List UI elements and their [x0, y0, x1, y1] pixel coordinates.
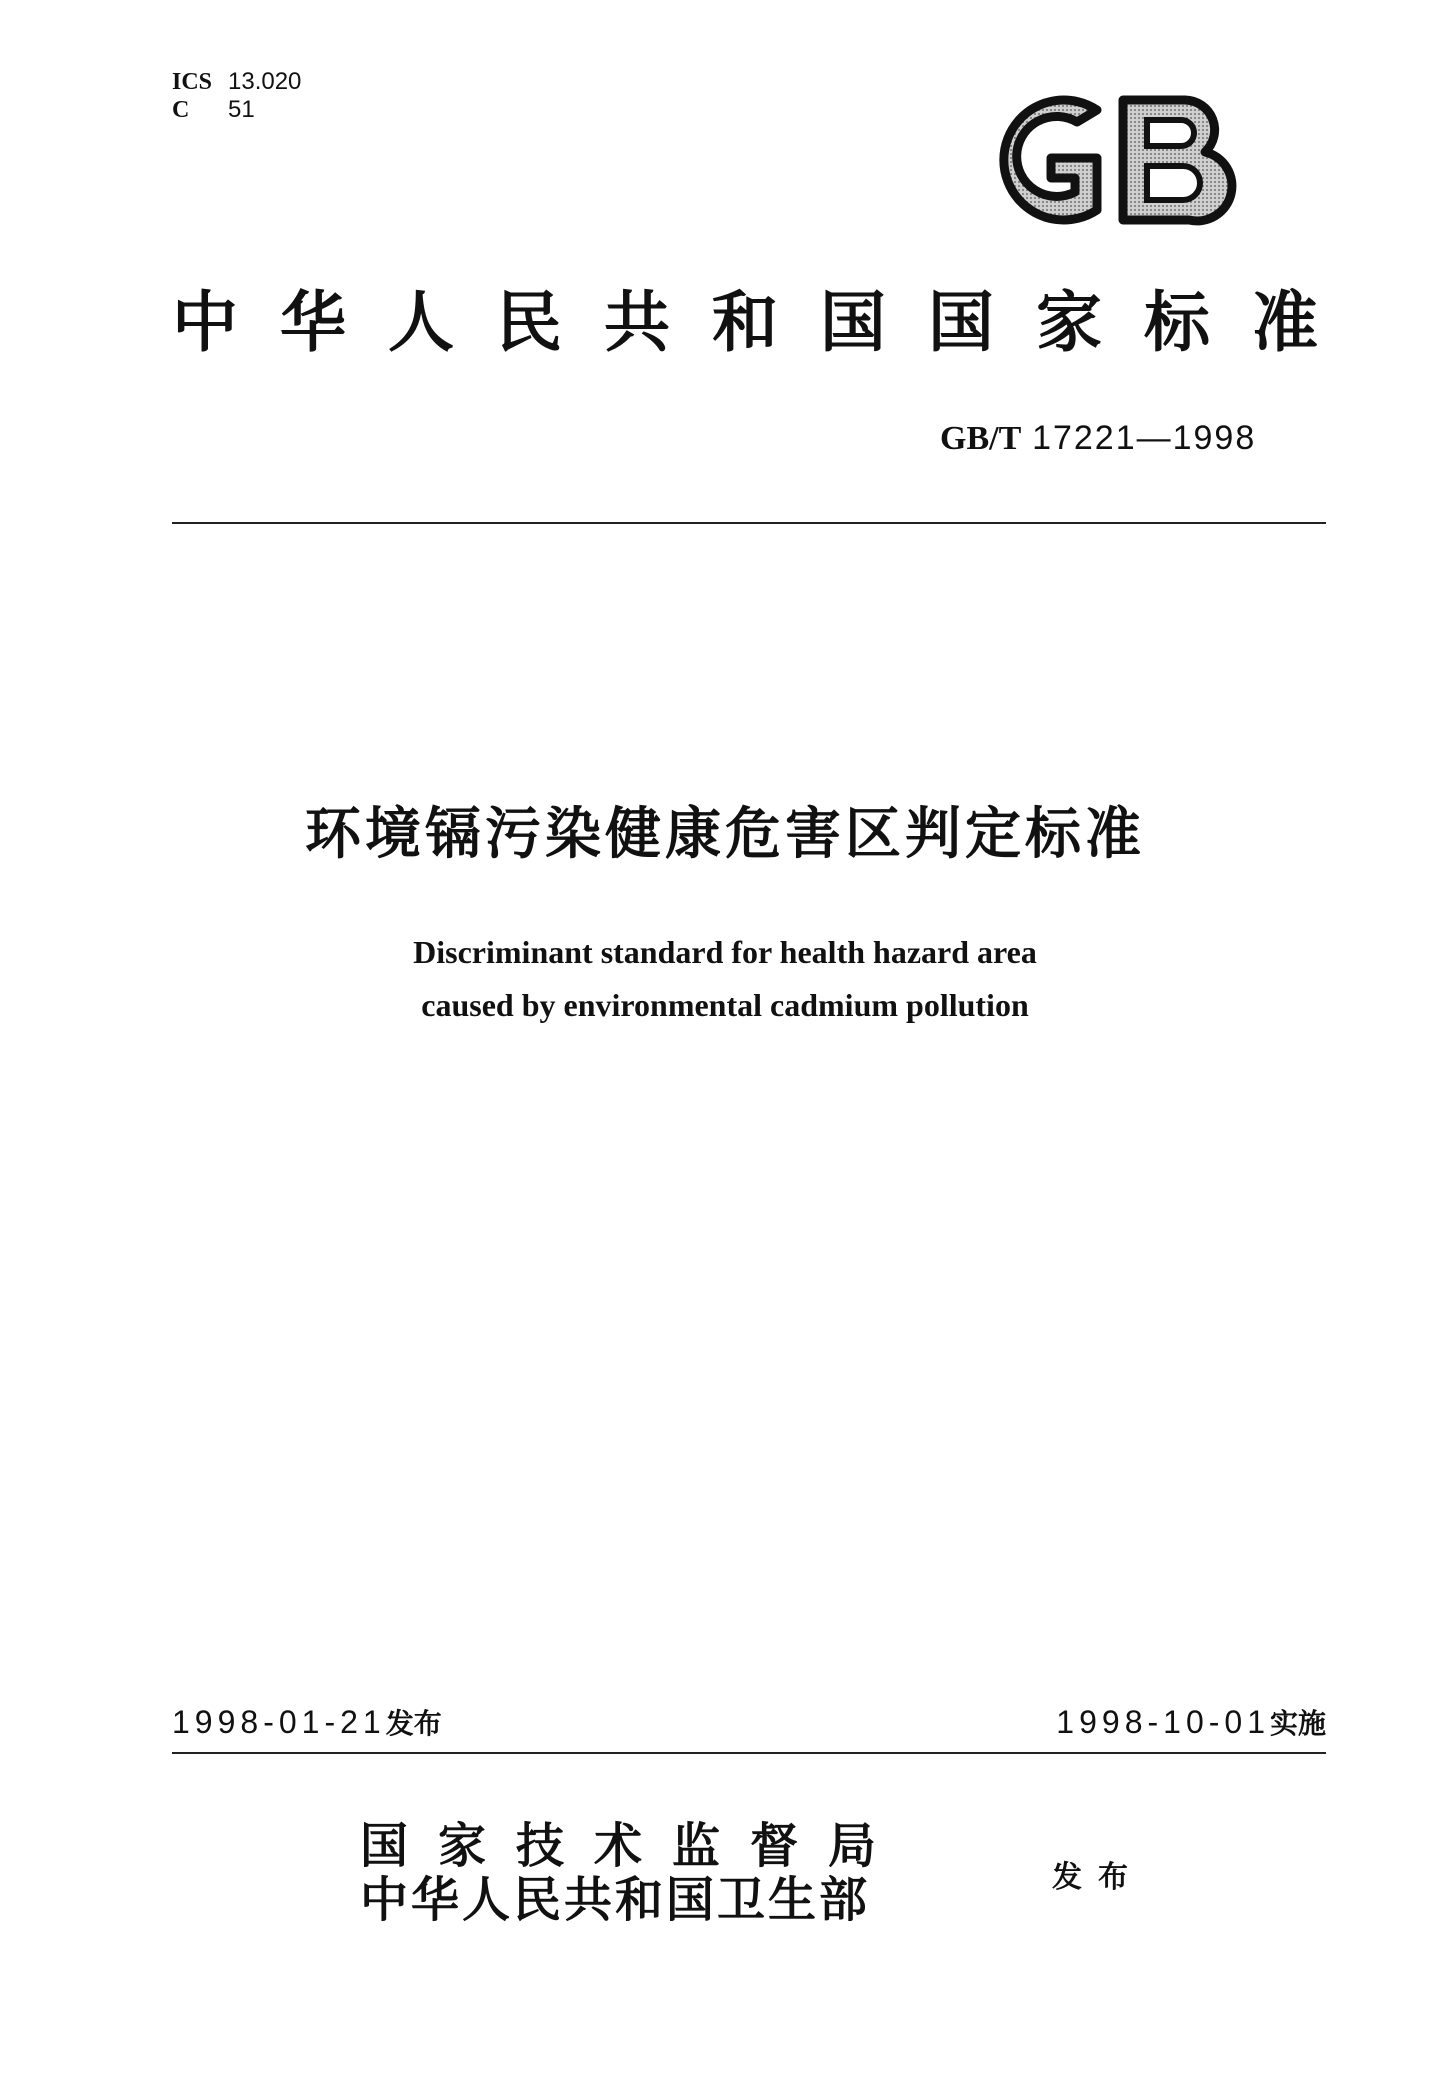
- ics-line: [172, 68, 301, 96]
- implement-label: 实施: [1269, 1707, 1326, 1740]
- issue-label: 发布: [385, 1707, 442, 1740]
- issue-date: 1998-01-21: [172, 1704, 386, 1740]
- gb-logo-icon: [985, 92, 1237, 228]
- ics-block: [172, 68, 301, 124]
- document-title-cn: 环境镉污染健康危害区判定标准: [305, 802, 1145, 867]
- class-label: C: [172, 97, 190, 123]
- implement-date: 1998-10-01: [1056, 1704, 1270, 1740]
- document-title-en-line2: caused by environmental cadmium pollution: [421, 987, 1029, 1023]
- issuer-org-2: 中华人民共和国卫生部: [360, 1872, 871, 1928]
- ics-label: ICS: [172, 69, 213, 95]
- implement-date-block: [1056, 1702, 1326, 1742]
- class-code: 51: [228, 96, 255, 123]
- issuer-org-1: 国家技术监督局: [360, 1818, 907, 1874]
- class-line: [172, 96, 301, 124]
- standard-number: [940, 418, 1256, 458]
- top-divider: [172, 522, 1326, 524]
- date-row: [172, 1702, 1326, 1750]
- national-standard-title: 中华人民共和国国家标准: [172, 283, 1360, 361]
- publish-label: 发布: [1052, 1860, 1144, 1895]
- standard-prefix: GB/T: [940, 420, 1022, 457]
- document-title-en-line1: Discriminant standard for health hazard area: [413, 934, 1037, 970]
- bottom-divider: [172, 1752, 1326, 1754]
- issue-date-block: [172, 1702, 442, 1742]
- standard-code: 17221—1998: [1032, 419, 1257, 457]
- ics-code: 13.020: [228, 68, 302, 95]
